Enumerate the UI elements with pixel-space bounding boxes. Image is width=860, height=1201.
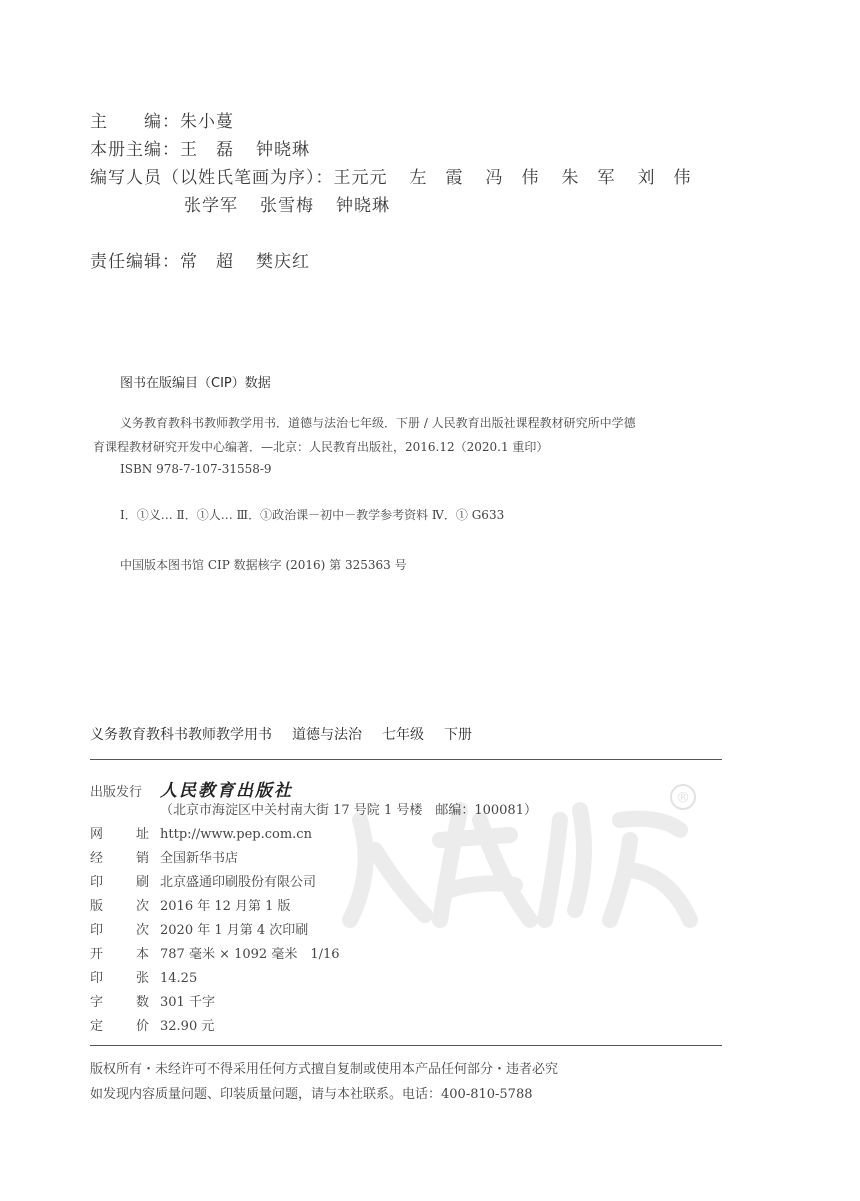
cip-title: 图书在版编目（CIP）数据	[120, 376, 271, 391]
responsible-editor-name: 樊庆红	[256, 252, 310, 272]
cip-classification: Ⅰ．①义… Ⅱ．①人… Ⅲ．①政治课－初中－教学参考资料 Ⅳ．① G633	[120, 508, 505, 522]
divider	[90, 759, 722, 760]
chief-editor-name: 朱小蔓	[180, 112, 234, 132]
book-title-part: 下册	[444, 727, 472, 743]
detail-row: 印 张 14.25	[90, 971, 198, 986]
book-title-part: 义务教育教科书教师教学用书	[90, 727, 272, 743]
divider	[90, 1045, 722, 1046]
sheets-value: 14.25	[160, 971, 198, 986]
book-title	[90, 724, 492, 744]
responsible-editor-name: 常 超	[180, 252, 234, 272]
copyright-notice: 版权所有・未经许可不得采用任何方式擅自复制或使用本产品任何部分・违者必究	[90, 1062, 559, 1077]
volume-editor-label: 本册主编：	[90, 140, 180, 160]
book-title-part: 七年级	[382, 727, 424, 743]
writer-name: 钟晓琳	[336, 196, 390, 216]
detail-row: 开 本 787 毫米 × 1092 毫米 1/16	[90, 947, 340, 962]
cip-description-line: 义务教育教科书教师教学用书．道德与法治七年级．下册 / 人民教育出版社课程教材研究所中学德	[120, 416, 636, 430]
printing-value: 2020 年 1 月第 4 次印刷	[160, 923, 309, 938]
contact-notice: 如发现内容质量问题、印装质量问题，请与本社联系。电话：400-810-5788	[90, 1087, 533, 1102]
detail-row: 印 刷 北京盛通印刷股份有限公司	[90, 875, 317, 890]
writers-label: 编写人员（以姓氏笔画为序）：	[90, 168, 334, 188]
website-value: http://www.pep.com.cn	[160, 827, 312, 842]
detail-row: 版 次 2016 年 12 月第 1 版	[90, 899, 291, 914]
writer-name: 王元元	[333, 168, 388, 188]
writers-row	[90, 163, 714, 188]
responsible-editor-label: 责任编辑：	[90, 252, 180, 272]
responsible-editor-row	[90, 247, 332, 272]
writer-name: 左 霞	[409, 168, 464, 188]
writer-name: 张雪梅	[260, 196, 314, 216]
writer-name: 冯 伟	[485, 168, 540, 188]
distributor-value: 全国新华书店	[160, 851, 239, 866]
cip-library-record: 中国版本图书馆 CIP 数据核字 (2016) 第 325363 号	[120, 558, 407, 572]
publisher-row	[90, 776, 293, 801]
edition-value: 2016 年 12 月第 1 版	[160, 899, 291, 914]
cip-description-line: 育课程教材研究开发中心编著．—北京：人民教育出版社，2016.12（2020.1 重印）	[93, 440, 549, 454]
chief-editor-row	[90, 107, 234, 132]
writer-name: 朱 军	[561, 168, 616, 188]
volume-editor-name: 王 磊	[180, 140, 234, 160]
cip-isbn: ISBN 978-7-107-31558-9	[120, 462, 272, 476]
writers-row-2	[184, 191, 412, 216]
word-count-value: 301 千字	[160, 995, 215, 1010]
volume-editor-row	[90, 135, 332, 160]
detail-row: 定 价 32.90 元	[90, 1019, 215, 1034]
chief-editor-label: 主 编：	[90, 112, 180, 132]
detail-row: 印 次 2020 年 1 月第 4 次印刷	[90, 923, 309, 938]
publisher-label: 出版发行	[90, 785, 143, 800]
writer-name: 张学军	[184, 196, 238, 216]
writer-name: 刘 伟	[637, 168, 692, 188]
price-value: 32.90 元	[160, 1019, 215, 1034]
publisher-name: 人民教育出版社	[160, 781, 293, 801]
book-title-part: 道德与法治	[292, 727, 362, 743]
svg-text:®: ®	[676, 790, 690, 806]
detail-row: 经 销 全国新华书店	[90, 851, 239, 866]
detail-row: 网 址 http://www.pep.com.cn	[90, 827, 312, 842]
printer-value: 北京盛通印刷股份有限公司	[160, 875, 317, 890]
format-value: 787 毫米 × 1092 毫米 1/16	[160, 947, 340, 962]
detail-row: 字 数 301 千字	[90, 995, 215, 1010]
publisher-address: （北京市海淀区中关村南大街 17 号院 1 号楼 邮编：100081）	[160, 803, 537, 818]
registered-mark-icon	[668, 782, 698, 812]
volume-editor-name: 钟晓琳	[256, 140, 310, 160]
